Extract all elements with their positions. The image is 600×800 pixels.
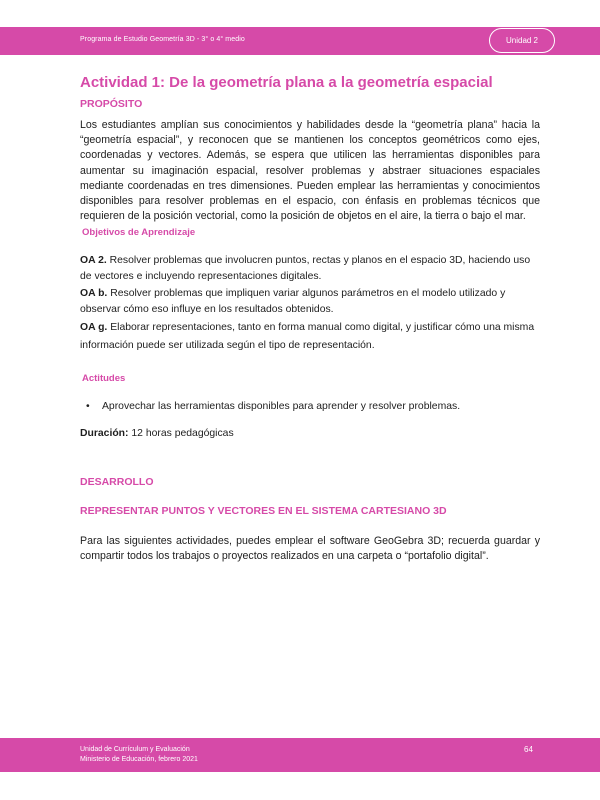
duration-label: Duración: bbox=[80, 428, 129, 439]
page-number: 64 bbox=[524, 745, 533, 754]
attitude-item bbox=[86, 401, 546, 412]
section-paragraph: Para las siguientes actividades, puedes emplear el software GeoGebra 3D; recuerda guardar y compartir todos los trabajos o proyectos realizados en una carpeta o “portafolio digital”. bbox=[80, 535, 540, 563]
objective-code: OA b. bbox=[80, 288, 108, 299]
purpose-paragraph: Los estudiantes amplían sus conocimientos y habilidades desde la “geometría plana” hacia la “geometría espacial”, y reconocen que se mantienen los conceptos geométricos como ejes, coordenadas y vectores. Además, se espera que utilicen las herramientas disponibles para aumentar su imaginación espacial, resolver problemas y abstraer situaciones espaciales mediante coordenadas en tres dimensiones. Pueden emplear las herramientas y conocimientos disponibles para resolver problemas en el espacio, con énfasis en problemas técnicos que requieren de la posición vectorial, como la posición de objetos en el aire, la tierra o bajo el mar. bbox=[80, 119, 540, 223]
section-heading: REPRESENTAR PUNTOS Y VECTORES EN EL SISTEMA CARTESIANO 3D bbox=[80, 505, 447, 517]
purpose-heading: PROPÓSITO bbox=[80, 98, 143, 110]
footer-line-2: Ministerio de Educación, febrero 2021 bbox=[80, 756, 198, 763]
objective-text: Resolver problemas que impliquen variar algunos parámetros en el modelo utilizado y observar cómo eso influye en los resultados obtenidos. bbox=[80, 288, 506, 315]
bullet-icon: • bbox=[86, 401, 90, 412]
objective-code: OA 2. bbox=[80, 255, 107, 266]
objective-item bbox=[80, 253, 540, 284]
unit-badge: Unidad 2 bbox=[489, 28, 555, 53]
development-heading: DESARROLLO bbox=[80, 476, 154, 488]
objective-item bbox=[80, 286, 540, 317]
objective-text: Resolver problemas que involucren puntos, rectas y planos en el espacio 3D, haciendo uso de vectores e incluyendo representaciones digitales. bbox=[80, 255, 531, 282]
objective-item bbox=[80, 319, 540, 355]
program-title: Programa de Estudio Geometría 3D - 3° o 4° medio bbox=[80, 36, 245, 43]
objective-code: OA g. bbox=[80, 322, 108, 333]
activity-title: Actividad 1: De la geometría plana a la geometría espacial bbox=[80, 74, 493, 91]
duration-value: 12 horas pedagógicas bbox=[128, 428, 234, 439]
footer-line-1: Unidad de Currículum y Evaluación bbox=[80, 746, 190, 753]
objectives-heading: Objetivos de Aprendizaje bbox=[82, 227, 196, 238]
footer-credits bbox=[80, 745, 198, 765]
attitudes-heading: Actitudes bbox=[82, 373, 126, 384]
duration bbox=[80, 428, 540, 439]
attitude-text: Aprovechar las herramientas disponibles para aprender y resolver problemas. bbox=[102, 401, 461, 412]
objective-text: Elaborar representaciones, tanto en forma manual como digital, y justificar cómo una misma información puede ser utilizada según el tipo de representación. bbox=[80, 322, 535, 351]
